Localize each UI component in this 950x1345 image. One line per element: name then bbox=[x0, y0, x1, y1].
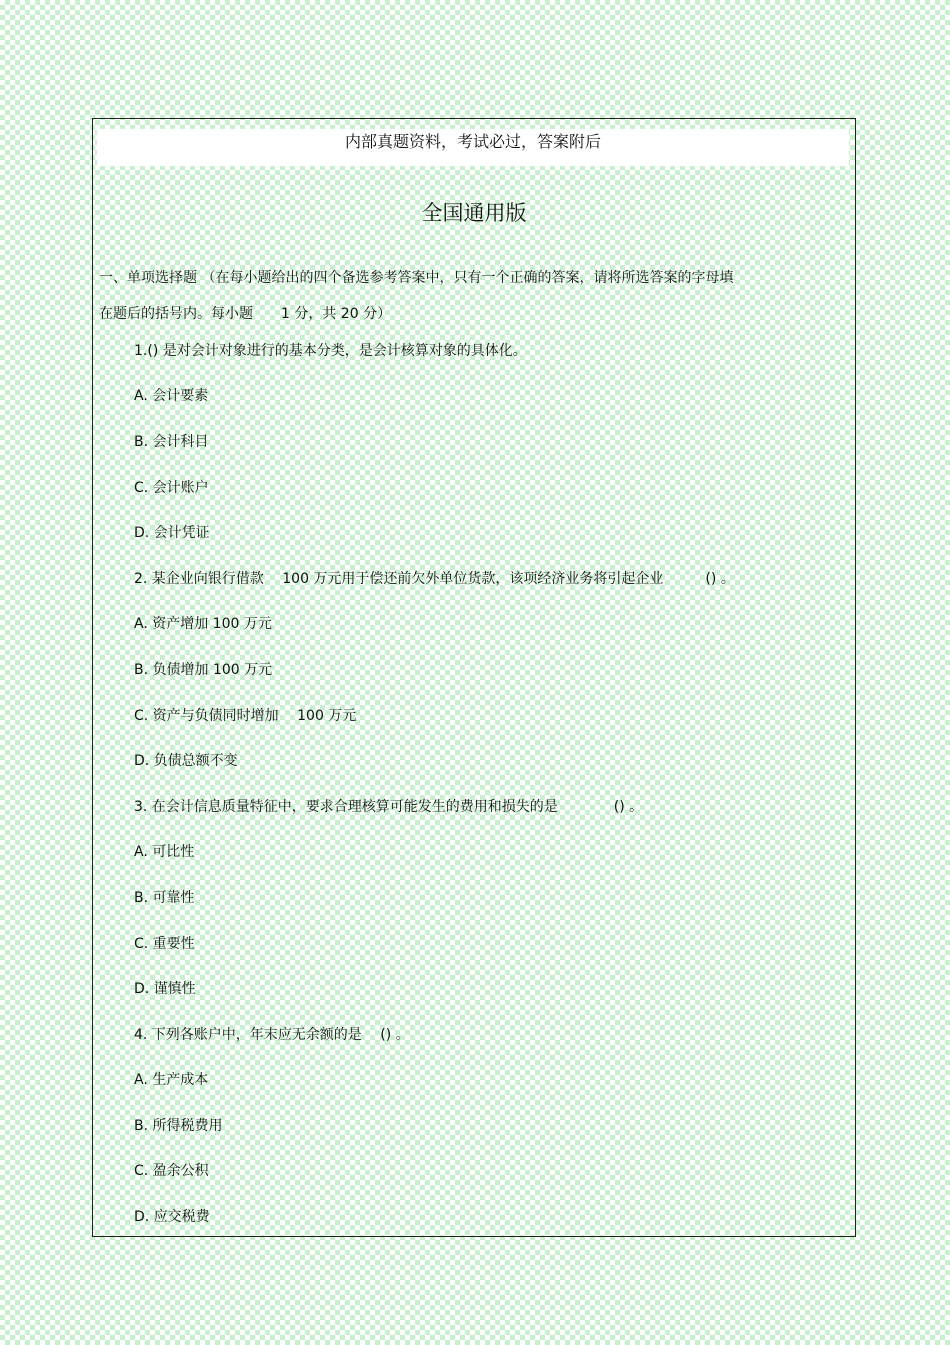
question-3-option-a: A. 可比性 bbox=[134, 844, 195, 860]
question-1-option-b: B. 会计科目 bbox=[134, 434, 209, 450]
question-4-option-d: D. 应交税费 bbox=[134, 1209, 210, 1225]
section-instruction-line-2: 在题后的括号内。每小题 1 分，共 20 分） bbox=[99, 306, 392, 322]
document-title: 全国通用版 bbox=[421, 201, 527, 225]
question-2-option-d: D. 负债总额不变 bbox=[134, 753, 238, 769]
question-3-stem: 3. 在会计信息质量特征中，要求合理核算可能发生的费用和损失的是 () 。 bbox=[134, 799, 644, 815]
question-1-option-c: C. 会计账户 bbox=[134, 480, 209, 496]
question-3-option-c: C. 重要性 bbox=[134, 936, 195, 952]
question-2-stem: 2. 某企业向银行借款 100 万元用于偿还前欠外单位货款，该项经济业务将引起企业 () 。 bbox=[134, 571, 735, 587]
question-4-option-b: B. 所得税费用 bbox=[134, 1118, 223, 1134]
question-4-option-a: A. 生产成本 bbox=[134, 1072, 209, 1088]
question-3-option-b: B. 可靠性 bbox=[134, 890, 195, 906]
question-1-option-a: A. 会计要素 bbox=[134, 388, 209, 404]
header-banner: 内部真题资料，考试必过，答案附后 bbox=[97, 129, 849, 166]
question-2-option-a: A. 资产增加 100 万元 bbox=[134, 616, 272, 632]
section-heading bbox=[99, 260, 799, 332]
question-1-stem: 1.() 是对会计对象进行的基本分类，是会计核算对象的具体化。 bbox=[134, 343, 527, 359]
question-3-option-d: D. 谨慎性 bbox=[134, 981, 196, 997]
question-4-stem: 4. 下列各账户中，年末应无余额的是 () 。 bbox=[134, 1027, 410, 1043]
question-2-option-b: B. 负债增加 100 万元 bbox=[134, 662, 273, 678]
question-4-option-c: C. 盈余公积 bbox=[134, 1163, 209, 1179]
section-instruction-line-1: 一、单项选择题 （在每小题给出的四个备选参考答案中，只有一个正确的答案，请将所选答案的字母填 bbox=[99, 270, 734, 286]
question-2-option-c: C. 资产与负债同时增加 100 万元 bbox=[134, 708, 357, 724]
question-1-option-d: D. 会计凭证 bbox=[134, 525, 210, 541]
document-frame bbox=[92, 118, 856, 1237]
